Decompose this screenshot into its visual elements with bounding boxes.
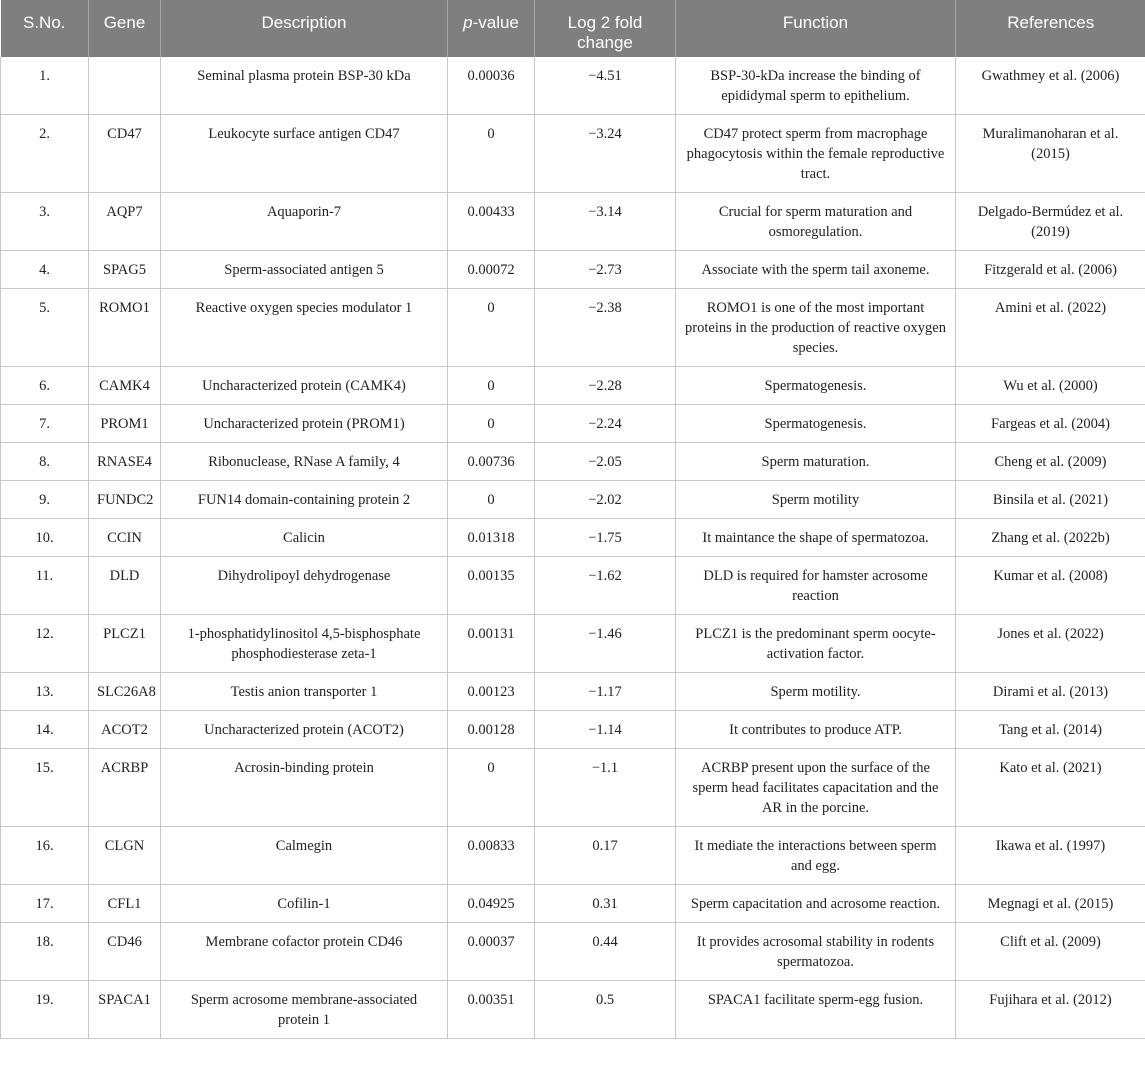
cell-function: It contributes to produce ATP.	[676, 711, 956, 749]
table-row	[1, 405, 1145, 443]
cell-pvalue: 0	[448, 481, 535, 519]
cell-log2fc: −1.17	[535, 673, 676, 711]
cell-gene: ACRBP	[89, 749, 161, 827]
cell-gene: ACOT2	[89, 711, 161, 749]
cell-function: ACRBP present upon the surface of the sperm head facilitates capacitation and the AR in the porcine.	[676, 749, 956, 827]
cell-sno: 7.	[1, 405, 89, 443]
cell-description: 1-phosphatidylinositol 4,5-bisphosphate phosphodiesterase zeta-1	[161, 615, 448, 673]
cell-pvalue: 0.00131	[448, 615, 535, 673]
cell-function: SPACA1 facilitate sperm-egg fusion.	[676, 981, 956, 1039]
cell-sno: 19.	[1, 981, 89, 1039]
cell-gene: SPACA1	[89, 981, 161, 1039]
cell-function: Sperm maturation.	[676, 443, 956, 481]
cell-pvalue: 0.00433	[448, 193, 535, 251]
header-sno: S.No.	[1, 0, 89, 57]
header-pvalue-rest: -value	[472, 13, 519, 32]
cell-gene: PROM1	[89, 405, 161, 443]
cell-function: PLCZ1 is the predominant sperm oocyte-activation factor.	[676, 615, 956, 673]
cell-pvalue: 0.00036	[448, 57, 535, 115]
header-pvalue	[448, 0, 535, 57]
cell-pvalue: 0	[448, 749, 535, 827]
table-row	[1, 251, 1145, 289]
cell-reference: Megnagi et al. (2015)	[956, 885, 1145, 923]
cell-gene: CD47	[89, 115, 161, 193]
cell-gene: SLC26A8	[89, 673, 161, 711]
cell-gene: ROMO1	[89, 289, 161, 367]
table-row	[1, 673, 1145, 711]
cell-description: Reactive oxygen species modulator 1	[161, 289, 448, 367]
cell-reference: Tang et al. (2014)	[956, 711, 1145, 749]
cell-description: Sperm-associated antigen 5	[161, 251, 448, 289]
table-row	[1, 443, 1145, 481]
table-header	[1, 0, 1145, 57]
table-body	[1, 57, 1145, 1039]
header-gene: Gene	[89, 0, 161, 57]
cell-log2fc: 0.31	[535, 885, 676, 923]
cell-pvalue: 0.00037	[448, 923, 535, 981]
cell-sno: 6.	[1, 367, 89, 405]
cell-log2fc: −3.14	[535, 193, 676, 251]
cell-pvalue: 0.00123	[448, 673, 535, 711]
cell-gene: CAMK4	[89, 367, 161, 405]
header-row	[1, 0, 1145, 57]
cell-function: Sperm motility	[676, 481, 956, 519]
header-pvalue-italic: p	[463, 13, 473, 32]
cell-reference: Jones et al. (2022)	[956, 615, 1145, 673]
table-row	[1, 519, 1145, 557]
table-row	[1, 711, 1145, 749]
cell-reference: Dirami et al. (2013)	[956, 673, 1145, 711]
cell-description: Calmegin	[161, 827, 448, 885]
cell-gene: DLD	[89, 557, 161, 615]
cell-reference: Cheng et al. (2009)	[956, 443, 1145, 481]
cell-pvalue: 0.00736	[448, 443, 535, 481]
cell-description: Testis anion transporter 1	[161, 673, 448, 711]
header-log2fc: Log 2 fold change	[535, 0, 676, 57]
cell-log2fc: −2.05	[535, 443, 676, 481]
cell-log2fc: −2.28	[535, 367, 676, 405]
table-row	[1, 923, 1145, 981]
cell-gene: CLGN	[89, 827, 161, 885]
cell-pvalue: 0.00351	[448, 981, 535, 1039]
cell-gene: PLCZ1	[89, 615, 161, 673]
cell-description: Membrane cofactor protein CD46	[161, 923, 448, 981]
cell-function: ROMO1 is one of the most important proteins in the production of reactive oxygen species.	[676, 289, 956, 367]
cell-description: Sperm acrosome membrane-associated protein 1	[161, 981, 448, 1039]
cell-reference: Ikawa et al. (1997)	[956, 827, 1145, 885]
cell-function: DLD is required for hamster acrosome reaction	[676, 557, 956, 615]
cell-pvalue: 0.01318	[448, 519, 535, 557]
cell-reference: Fitzgerald et al. (2006)	[956, 251, 1145, 289]
header-function: Function	[676, 0, 956, 57]
cell-gene: FUNDC2	[89, 481, 161, 519]
table-row	[1, 115, 1145, 193]
cell-log2fc: −4.51	[535, 57, 676, 115]
cell-reference: Clift et al. (2009)	[956, 923, 1145, 981]
cell-log2fc: −2.02	[535, 481, 676, 519]
cell-reference: Amini et al. (2022)	[956, 289, 1145, 367]
cell-pvalue: 0	[448, 115, 535, 193]
cell-sno: 9.	[1, 481, 89, 519]
table-row	[1, 193, 1145, 251]
cell-reference: Fujihara et al. (2012)	[956, 981, 1145, 1039]
cell-gene: CD46	[89, 923, 161, 981]
cell-log2fc: −2.73	[535, 251, 676, 289]
cell-log2fc: −1.14	[535, 711, 676, 749]
table-row	[1, 57, 1145, 115]
header-description: Description	[161, 0, 448, 57]
cell-function: Crucial for sperm maturation and osmoregulation.	[676, 193, 956, 251]
cell-gene: AQP7	[89, 193, 161, 251]
cell-pvalue: 0.00128	[448, 711, 535, 749]
cell-pvalue: 0	[448, 405, 535, 443]
cell-sno: 2.	[1, 115, 89, 193]
cell-reference: Wu et al. (2000)	[956, 367, 1145, 405]
cell-log2fc: −2.24	[535, 405, 676, 443]
cell-reference: Muralimanoharan et al. (2015)	[956, 115, 1145, 193]
cell-sno: 1.	[1, 57, 89, 115]
cell-reference: Kato et al. (2021)	[956, 749, 1145, 827]
cell-description: Calicin	[161, 519, 448, 557]
cell-gene: CCIN	[89, 519, 161, 557]
cell-sno: 4.	[1, 251, 89, 289]
cell-function: Spermatogenesis.	[676, 405, 956, 443]
cell-gene	[89, 57, 161, 115]
cell-log2fc: −2.38	[535, 289, 676, 367]
cell-description: Seminal plasma protein BSP-30 kDa	[161, 57, 448, 115]
cell-sno: 17.	[1, 885, 89, 923]
cell-description: Leukocyte surface antigen CD47	[161, 115, 448, 193]
cell-gene: RNASE4	[89, 443, 161, 481]
cell-description: FUN14 domain-containing protein 2	[161, 481, 448, 519]
cell-reference: Kumar et al. (2008)	[956, 557, 1145, 615]
cell-sno: 18.	[1, 923, 89, 981]
cell-function: It mediate the interactions between sperm and egg.	[676, 827, 956, 885]
cell-function: CD47 protect sperm from macrophage phagocytosis within the female reproductive tract.	[676, 115, 956, 193]
cell-description: Ribonuclease, RNase A family, 4	[161, 443, 448, 481]
cell-description: Dihydrolipoyl dehydrogenase	[161, 557, 448, 615]
cell-function: Sperm capacitation and acrosome reaction.	[676, 885, 956, 923]
cell-log2fc: −1.62	[535, 557, 676, 615]
table-row	[1, 981, 1145, 1039]
cell-sno: 10.	[1, 519, 89, 557]
cell-description: Uncharacterized protein (PROM1)	[161, 405, 448, 443]
cell-pvalue: 0.00072	[448, 251, 535, 289]
cell-function: It provides acrosomal stability in rodents spermatozoa.	[676, 923, 956, 981]
cell-gene: SPAG5	[89, 251, 161, 289]
cell-sno: 3.	[1, 193, 89, 251]
cell-pvalue: 0.04925	[448, 885, 535, 923]
cell-reference: Zhang et al. (2022b)	[956, 519, 1145, 557]
cell-reference: Fargeas et al. (2004)	[956, 405, 1145, 443]
header-references: References	[956, 0, 1145, 57]
cell-description: Acrosin-binding protein	[161, 749, 448, 827]
cell-pvalue: 0.00135	[448, 557, 535, 615]
table-row	[1, 557, 1145, 615]
cell-log2fc: 0.5	[535, 981, 676, 1039]
cell-function: Sperm motility.	[676, 673, 956, 711]
cell-description: Uncharacterized protein (CAMK4)	[161, 367, 448, 405]
table-row	[1, 885, 1145, 923]
cell-sno: 12.	[1, 615, 89, 673]
cell-function: Associate with the sperm tail axoneme.	[676, 251, 956, 289]
cell-log2fc: 0.44	[535, 923, 676, 981]
table-row	[1, 481, 1145, 519]
cell-sno: 11.	[1, 557, 89, 615]
cell-pvalue: 0	[448, 289, 535, 367]
table-row	[1, 749, 1145, 827]
cell-gene: CFL1	[89, 885, 161, 923]
cell-description: Aquaporin-7	[161, 193, 448, 251]
table-row	[1, 827, 1145, 885]
cell-sno: 5.	[1, 289, 89, 367]
cell-pvalue: 0	[448, 367, 535, 405]
cell-reference: Delgado-Bermúdez et al. (2019)	[956, 193, 1145, 251]
cell-function: It maintance the shape of spermatozoa.	[676, 519, 956, 557]
cell-sno: 14.	[1, 711, 89, 749]
cell-sno: 16.	[1, 827, 89, 885]
cell-description: Uncharacterized protein (ACOT2)	[161, 711, 448, 749]
cell-function: Spermatogenesis.	[676, 367, 956, 405]
cell-pvalue: 0.00833	[448, 827, 535, 885]
cell-log2fc: −1.1	[535, 749, 676, 827]
cell-reference: Gwathmey et al. (2006)	[956, 57, 1145, 115]
cell-log2fc: −3.24	[535, 115, 676, 193]
cell-sno: 8.	[1, 443, 89, 481]
table-row	[1, 367, 1145, 405]
cell-log2fc: −1.75	[535, 519, 676, 557]
cell-description: Cofilin-1	[161, 885, 448, 923]
cell-log2fc: 0.17	[535, 827, 676, 885]
cell-function: BSP-30-kDa increase the binding of epididymal sperm to epithelium.	[676, 57, 956, 115]
cell-sno: 13.	[1, 673, 89, 711]
table-row	[1, 615, 1145, 673]
cell-sno: 15.	[1, 749, 89, 827]
cell-log2fc: −1.46	[535, 615, 676, 673]
cell-reference: Binsila et al. (2021)	[956, 481, 1145, 519]
table-row	[1, 289, 1145, 367]
